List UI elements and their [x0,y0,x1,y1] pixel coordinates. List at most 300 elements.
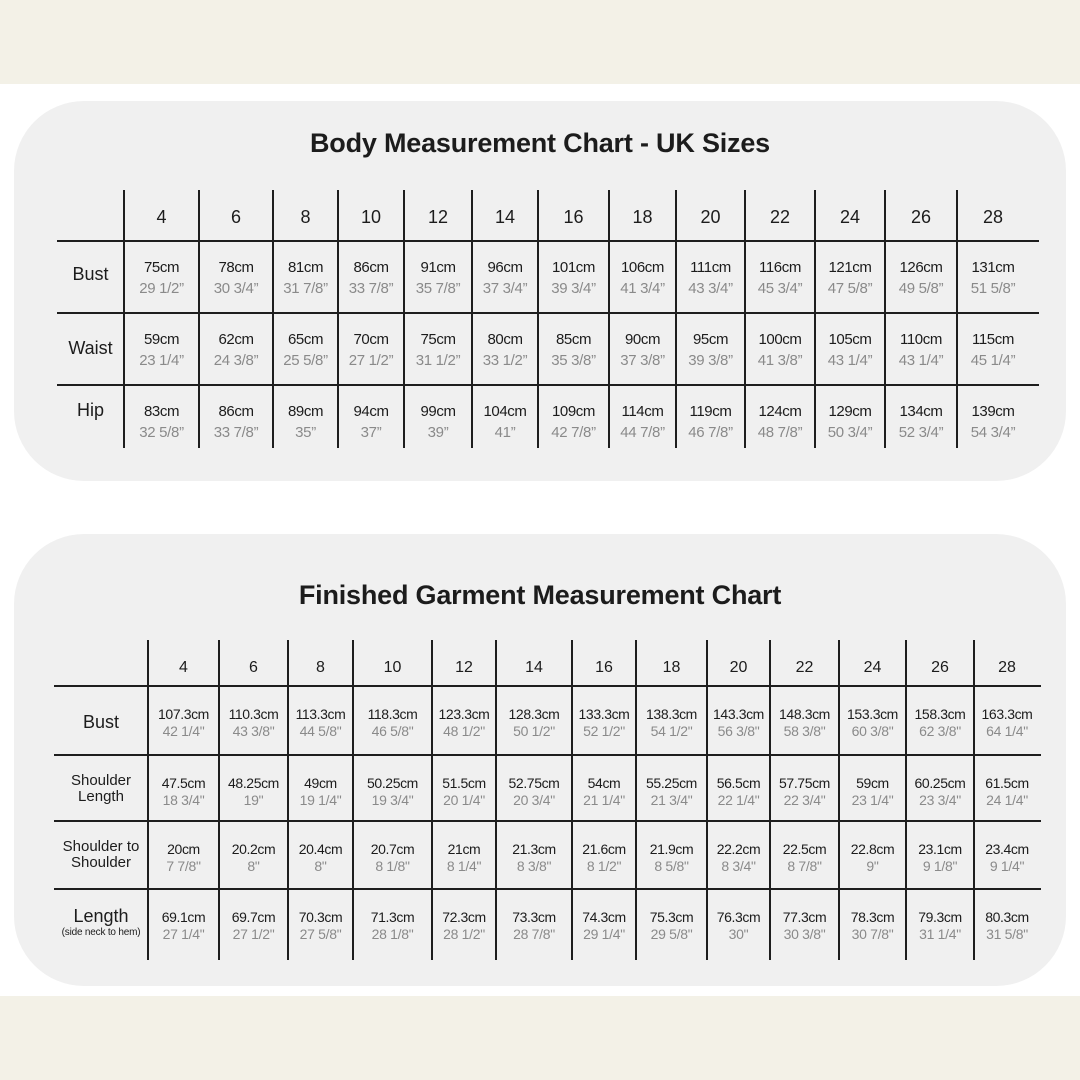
cm-value: 109cm [551,403,596,420]
inch-value: 62 3/8" [919,723,961,739]
measurement-cell [496,910,572,941]
cm-value: 23.1cm [918,841,962,857]
inch-value: 27 5/8" [299,926,342,942]
cm-value: 110.3cm [228,706,279,722]
measurement-cell [770,910,839,941]
size-header: 4 [156,207,167,227]
row-label [57,339,124,358]
inch-value: 31 1/2” [415,352,461,369]
cm-value: 148.3cm [779,706,830,722]
cm-value: 20.4cm [298,841,343,857]
cm-value: 83cm [143,403,180,420]
measurement-cell [636,707,707,738]
measurement-cell [676,332,745,368]
cm-value: 100cm [758,331,802,348]
cm-value: 78.3cm [850,909,895,925]
measurement-cell [815,260,885,296]
cm-value: 21.3cm [512,841,556,857]
measurement-cell [288,776,353,807]
measurement-cell [219,707,288,738]
size-header: 14 [525,659,543,676]
inch-value: 50 3/4” [827,424,873,441]
inch-value: 28 7/8" [513,926,555,942]
cm-value: 52.75cm [508,775,560,791]
inch-value: 48 1/2" [443,723,485,739]
size-header: 18 [632,207,653,227]
cm-value: 75cm [420,331,456,348]
measurement-cell [273,404,338,440]
measurement-cell [906,707,974,738]
cm-value: 95cm [692,331,729,348]
cm-value: 126cm [899,259,943,276]
measurement-cell [885,404,957,440]
cm-value: 59cm [143,331,180,348]
row-label [57,401,124,420]
inch-value: 9 1/4" [989,858,1025,874]
inch-value: 24 3/8” [213,352,259,369]
measurement-cell [496,776,572,807]
measurement-cell [707,842,770,873]
measurement-cell [770,707,839,738]
measurement-cell [538,260,609,296]
measurement-cell [353,842,432,873]
cm-value: 101cm [551,259,596,276]
measurement-cell [288,842,353,873]
inch-value: 27 1/2” [348,352,394,369]
measurement-cell [974,910,1040,941]
garment_chart-hline [54,888,1041,890]
inch-value: 45 1/4” [970,352,1016,369]
measurement-cell [288,910,353,941]
inch-value: 39 3/4” [551,280,596,297]
cm-value: 20cm [167,841,200,857]
measurement-cell [906,910,974,941]
size-header: 6 [230,207,241,227]
cm-value: 138.3cm [646,706,697,722]
inch-value: 37 3/8” [620,352,665,369]
size-header: 26 [910,207,932,227]
cm-value: 21cm [447,841,481,857]
measurement-cell [353,910,432,941]
inch-value: 22 1/4" [717,792,760,808]
cm-value: 131cm [971,259,1015,276]
cm-value: 47.5cm [161,775,206,791]
cm-value: 54cm [587,775,621,791]
inch-value: 8 1/8" [375,858,410,874]
row-label-text: Hip [76,400,104,420]
measurement-cell [199,332,273,368]
inch-value: 32 5/8” [139,424,184,441]
measurement-cell [885,260,957,296]
garment_chart-hline [54,820,1041,822]
size-header: 26 [931,659,949,676]
cm-value: 163.3cm [981,706,1033,722]
measurement-cell [124,404,199,440]
garment_chart-hline [54,685,1041,687]
measurement-cell [338,404,404,440]
inch-value: 44 7/8” [620,424,665,441]
measurement-cell [432,776,496,807]
measurement-cell [472,260,538,296]
size-header: 18 [662,659,681,676]
inch-value: 46 5/8" [371,723,414,739]
measurement-cell [404,332,472,368]
size-header: 12 [427,207,449,227]
inch-value: 23 1/4” [139,352,184,369]
cm-value: 48.25cm [228,775,279,791]
measurement-cell [974,776,1040,807]
cm-value: 80.3cm [985,909,1029,925]
cm-value: 107.3cm [158,706,209,722]
measurement-cell [707,910,770,941]
cm-value: 60.25cm [914,775,966,791]
inch-value: 8" [314,858,327,874]
inch-value: 54 3/4” [970,424,1016,441]
size-header: 10 [360,207,382,227]
measurement-cell [273,332,338,368]
cm-value: 123.3cm [438,706,490,722]
size-header: 6 [249,659,258,676]
measurement-cell [636,910,707,941]
cm-value: 70cm [353,331,389,348]
measurement-cell [745,260,815,296]
cm-value: 71.3cm [370,909,415,925]
measurement-cell [148,776,219,807]
cm-value: 21.6cm [582,841,626,857]
cm-value: 59cm [856,775,889,791]
inch-value: 56 3/8" [717,723,760,739]
inch-value: 52 3/4” [898,424,944,441]
measurement-cell [472,404,538,440]
size-header: 28 [998,659,1016,676]
measurement-cell [219,776,288,807]
cm-value: 75.3cm [649,909,694,925]
measurement-cell [745,404,815,440]
measurement-cell [432,910,496,941]
inch-value: 28 1/2" [443,926,485,942]
measurement-cell [906,776,974,807]
cm-value: 116cm [759,259,801,276]
measurement-cell [404,260,472,296]
inch-value: 23 3/4" [919,792,961,808]
cm-value: 20.2cm [231,841,276,857]
garment-chart-title: Finished Garment Measurement Chart [298,580,782,610]
body_chart-hline [57,312,1039,314]
inch-value: 20 3/4" [513,792,555,808]
cm-value: 22.2cm [716,841,761,857]
measurement-cell [404,404,472,440]
cm-value: 104cm [483,403,527,420]
inch-value: 27 1/2" [232,926,275,942]
cm-value: 55.25cm [646,775,697,791]
measurement-cell [745,332,815,368]
size-header: 24 [839,207,861,227]
measurement-cell [707,776,770,807]
cm-value: 80cm [487,331,523,348]
cm-value: 134cm [899,403,943,420]
size-header: 28 [982,207,1004,227]
cm-value: 22.5cm [782,841,827,857]
inch-value: 54 1/2" [650,723,693,739]
measurement-cell [974,842,1040,873]
cm-value: 57.75cm [779,775,830,791]
measurement-cell [148,707,219,738]
cm-value: 74.3cm [582,909,626,925]
cm-value: 77.3cm [782,909,827,925]
cm-value: 61.5cm [985,775,1029,791]
inch-value: 31 7/8” [283,280,328,297]
measurement-cell [432,842,496,873]
inch-value: 64 1/4" [986,723,1028,739]
size-header: 10 [383,659,402,676]
measurement-cell [839,707,906,738]
cm-value: 90cm [624,331,661,348]
measurement-cell [199,404,273,440]
size-header: 8 [316,659,325,676]
cm-value: 153.3cm [847,706,898,722]
inch-value: 19 3/4" [371,792,414,808]
inch-value: 29 1/2” [139,280,184,297]
inch-value: 31 5/8" [986,926,1028,942]
measurement-cell [496,707,572,738]
inch-value: 7 7/8" [166,858,201,874]
inch-value: 27 1/4" [162,926,205,942]
cm-value: 50.25cm [367,775,418,791]
cm-value: 76.3cm [716,909,761,925]
inch-value: 35” [295,424,316,441]
row-label [54,907,148,938]
measurement-cell [124,260,199,296]
cm-value: 105cm [828,331,872,348]
inch-value: 39 3/8” [688,352,733,369]
measurement-cell [472,332,538,368]
measurement-cell [219,842,288,873]
cm-value: 69.7cm [231,909,276,925]
inch-value: 29 5/8" [650,926,693,942]
row-label [54,713,148,732]
inch-value: 45 3/4” [757,280,803,297]
inch-value: 41 3/8” [757,352,803,369]
measurement-cell [288,707,353,738]
inch-value: 44 5/8" [299,723,342,739]
cm-value: 139cm [971,403,1015,420]
measurement-cell [538,404,609,440]
inch-value: 28 1/8" [371,926,414,942]
measurement-cell [815,332,885,368]
size-header: 16 [595,659,613,676]
size-header: 16 [563,207,584,227]
cm-value: 81cm [287,259,324,276]
inch-value: 24 1/4" [986,792,1028,808]
inch-value: 33 1/2” [482,352,528,369]
inch-value: 43 1/4” [898,352,944,369]
measurement-cell [338,332,404,368]
inch-value: 19" [243,792,264,808]
cm-value: 110cm [900,331,942,348]
inch-value: 25 5/8” [283,352,328,369]
inch-value: 21 1/4" [583,792,625,808]
measurement-cell [885,332,957,368]
measurement-cell [906,842,974,873]
cm-value: 22.8cm [850,841,895,857]
inch-value: 41 3/4” [620,280,665,297]
cm-value: 51.5cm [442,775,486,791]
size-header: 20 [700,207,721,227]
measurement-cell [957,332,1029,368]
measurement-cell [572,842,636,873]
cm-value: 89cm [287,403,324,420]
inch-value: 8 1/4" [446,858,482,874]
cm-value: 21.9cm [649,841,694,857]
measurement-cell [432,707,496,738]
cm-value: 118.3cm [367,706,418,722]
inch-value: 23 1/4" [851,792,894,808]
measurement-cell [839,776,906,807]
inch-value: 46 7/8” [688,424,733,441]
measurement-cell [770,842,839,873]
inch-value: 37” [360,424,382,441]
cm-value: 106cm [620,259,665,276]
cm-value: 69.1cm [161,909,206,925]
measurement-cell [609,260,676,296]
inch-value: 41” [494,424,516,441]
inch-value: 21 3/4" [650,792,693,808]
cm-value: 23.4cm [985,841,1029,857]
cm-value: 96cm [487,259,523,276]
measurement-cell [572,707,636,738]
cm-value: 70.3cm [298,909,343,925]
size-header: 8 [300,207,311,227]
inch-value: 29 1/4" [583,926,625,942]
measurement-cell [839,910,906,941]
measurement-cell [496,842,572,873]
inch-value: 30 7/8" [851,926,894,942]
cm-value: 99cm [420,403,456,420]
cm-value: 78cm [218,259,254,276]
cm-value: 79.3cm [918,909,962,925]
measurement-cell [707,707,770,738]
size-header: 24 [863,659,882,676]
measurement-cell [815,404,885,440]
cm-value: 65cm [287,331,324,348]
row-label-text: Waist [68,338,113,358]
measurement-cell [148,910,219,941]
cm-value: 143.3cm [713,706,764,722]
measurement-cell [770,776,839,807]
cm-value: 111cm [690,259,731,276]
row-sublabel: (side neck to hem) [61,926,141,938]
measurement-cell [199,260,273,296]
cm-value: 158.3cm [914,706,966,722]
inch-value: 18 3/4" [162,792,205,808]
row-label-text: Bust [72,264,109,284]
cm-value: 114cm [621,403,664,420]
row-label-text: Bust [82,712,120,732]
measurement-cell [609,404,676,440]
row-label [54,773,148,805]
row-label-text: Length [78,787,124,805]
cm-value: 75cm [143,259,180,276]
inch-value: 22 3/4" [783,792,826,808]
inch-value: 51 5/8” [970,280,1016,297]
size-header: 22 [769,207,791,227]
inch-value: 60 3/8" [851,723,894,739]
inch-value: 9" [866,858,879,874]
inch-value: 8 5/8" [654,858,689,874]
inch-value: 50 1/2" [513,723,555,739]
inch-value: 52 1/2" [583,723,625,739]
inch-value: 31 1/4" [919,926,961,942]
body_chart-hline [57,240,1039,242]
inch-value: 47 5/8” [827,280,873,297]
inch-value: 33 7/8” [213,424,259,441]
cm-value: 86cm [218,403,254,420]
cm-value: 113.3cm [295,706,346,722]
cm-value: 129cm [828,403,872,420]
cm-value: 91cm [420,259,456,276]
size-header: 20 [729,659,748,676]
inch-value: 48 7/8” [757,424,803,441]
measurement-cell [636,842,707,873]
measurement-cell [676,404,745,440]
cm-value: 115cm [972,331,1014,348]
inch-value: 43 3/4” [688,280,733,297]
cm-value: 128.3cm [508,706,560,722]
inch-value: 42 1/4" [162,723,205,739]
cm-value: 94cm [353,403,389,420]
cm-value: 85cm [555,331,592,348]
inch-value: 19 1/4" [299,792,342,808]
measurement-cell [538,332,609,368]
measurement-cell [124,332,199,368]
measurement-cell [572,910,636,941]
size-header: 12 [455,659,473,676]
measurement-cell [636,776,707,807]
body-chart-title: Body Measurement Chart - UK Sizes [309,128,770,158]
size-header: 4 [179,659,188,676]
inch-value: 30 3/4” [213,280,259,297]
garment_chart-hline [54,754,1041,756]
inch-value: 20 1/4" [443,792,485,808]
cm-value: 119cm [689,403,732,420]
inch-value: 8 7/8" [787,858,822,874]
cm-value: 133.3cm [578,706,630,722]
measurement-cell [353,707,432,738]
measurement-cell [219,910,288,941]
measurement-cell [957,260,1029,296]
body_chart-hline [57,384,1039,386]
row-label-text: Length [73,906,129,926]
measurement-cell [148,842,219,873]
row-label-text: Shoulder [70,772,132,789]
cm-value: 73.3cm [512,909,556,925]
measurement-cell [353,776,432,807]
inch-value: 49 5/8” [898,280,944,297]
inch-value: 43 3/8" [232,723,275,739]
measurement-cell [609,332,676,368]
measurement-cell [676,260,745,296]
inch-value: 42 7/8” [551,424,596,441]
inch-value: 35 7/8” [415,280,461,297]
inch-value: 39” [427,424,449,441]
inch-value: 43 1/4” [827,352,873,369]
cm-value: 56.5cm [716,775,761,791]
inch-value: 8 3/8" [516,858,552,874]
row-label-text: Shoulder [70,853,132,871]
size-header: 22 [795,659,814,676]
cm-value: 124cm [758,403,802,420]
inch-value: 8 3/4" [721,858,756,874]
